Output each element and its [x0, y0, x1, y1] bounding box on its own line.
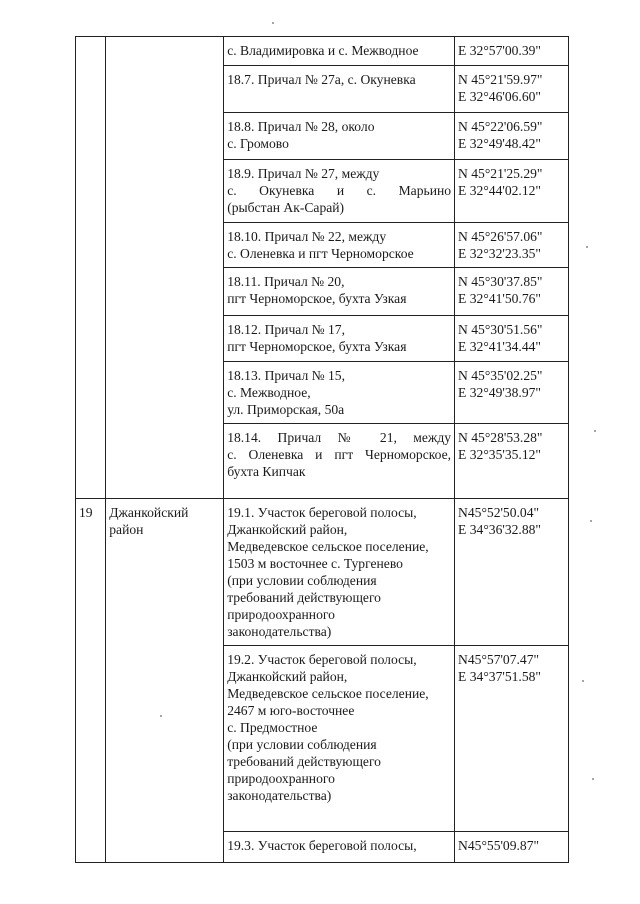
coordinates-cell: N 45°28'53.28" E 32°35'35.12" — [455, 424, 569, 499]
description-cell: 18.7. Причал № 27а, с. Окуневка — [224, 66, 455, 113]
coordinates-cell: N45°55'09.87" — [455, 832, 569, 863]
district-name: Джанкойский район — [109, 505, 189, 537]
coordinates-cell: N 45°22'06.59" E 32°49'48.42" — [455, 113, 569, 160]
scan-speck — [594, 430, 596, 432]
description-cell: 19.1. Участок береговой полосы, Джанкойский район, Медведевское сельское поселение, 1503 м восточнее с. Тургенево (при условии соблюдения требований действующего природоохранного законодательства) — [224, 499, 455, 646]
description-cell: 18.13. Причал № 15, с. Межводное, ул. Приморская, 50а — [224, 362, 455, 424]
scan-speck — [592, 778, 594, 780]
number-cell: 19 — [76, 499, 106, 863]
waterfront-table — [75, 36, 569, 863]
description-cell: 19.3. Участок береговой полосы, — [224, 832, 455, 863]
coordinates-cell: N 45°26'57.06" E 32°32'23.35" — [455, 223, 569, 268]
description-cell: 18.11. Причал № 20, пгт Черноморское, бухта Узкая — [224, 268, 455, 316]
coordinates-cell: N 45°30'51.56" E 32°41'34.44" — [455, 316, 569, 362]
coordinates-cell: N 45°21'25.29" E 32°44'02.12" — [455, 160, 569, 223]
description-cell: 18.10. Причал № 22, между с. Оленевка и пгт Черноморское — [224, 223, 455, 268]
scan-speck — [160, 715, 162, 717]
coordinates-cell: E 32°57'00.39" — [455, 37, 569, 66]
table-row — [76, 499, 569, 646]
description-cell: 18.9. Причал № 27, между с. Окуневка и с. Марьино (рыбстан Ак-Сарай) — [224, 160, 455, 223]
coordinates-cell: N45°52'50.04" E 34°36'32.88" — [455, 499, 569, 646]
description-cell: 18.14. Причал № 21, между с. Оленевка и пгт Черноморское, бухта Кипчак — [224, 424, 455, 499]
scan-speck — [586, 246, 588, 248]
district-cell — [106, 499, 224, 863]
district-cell — [106, 37, 224, 499]
coordinates-cell: N 45°21'59.97" E 32°46'06.60" — [455, 66, 569, 113]
scan-speck — [272, 22, 274, 24]
coordinates-cell: N 45°30'37.85" E 32°41'50.76" — [455, 268, 569, 316]
description-cell: 18.12. Причал № 17, пгт Черноморское, бухта Узкая — [224, 316, 455, 362]
scan-speck — [582, 680, 584, 682]
number-cell — [76, 37, 106, 499]
coordinates-cell: N 45°35'02.25" E 32°49'38.97" — [455, 362, 569, 424]
coordinates-cell: N45°57'07.47" E 34°37'51.58" — [455, 646, 569, 832]
scan-speck — [590, 520, 592, 522]
description-cell: 18.8. Причал № 28, около с. Громово — [224, 113, 455, 160]
description-cell: 19.2. Участок береговой полосы, Джанкойский район, Медведевское сельское поселение, 2467 м юго-восточнее с. Предмостное (при условии соблюдения требований действующего природоохранного законодательства) — [224, 646, 455, 832]
description-cell: с. Владимировка и с. Межводное — [224, 37, 455, 66]
table-row — [76, 37, 569, 66]
